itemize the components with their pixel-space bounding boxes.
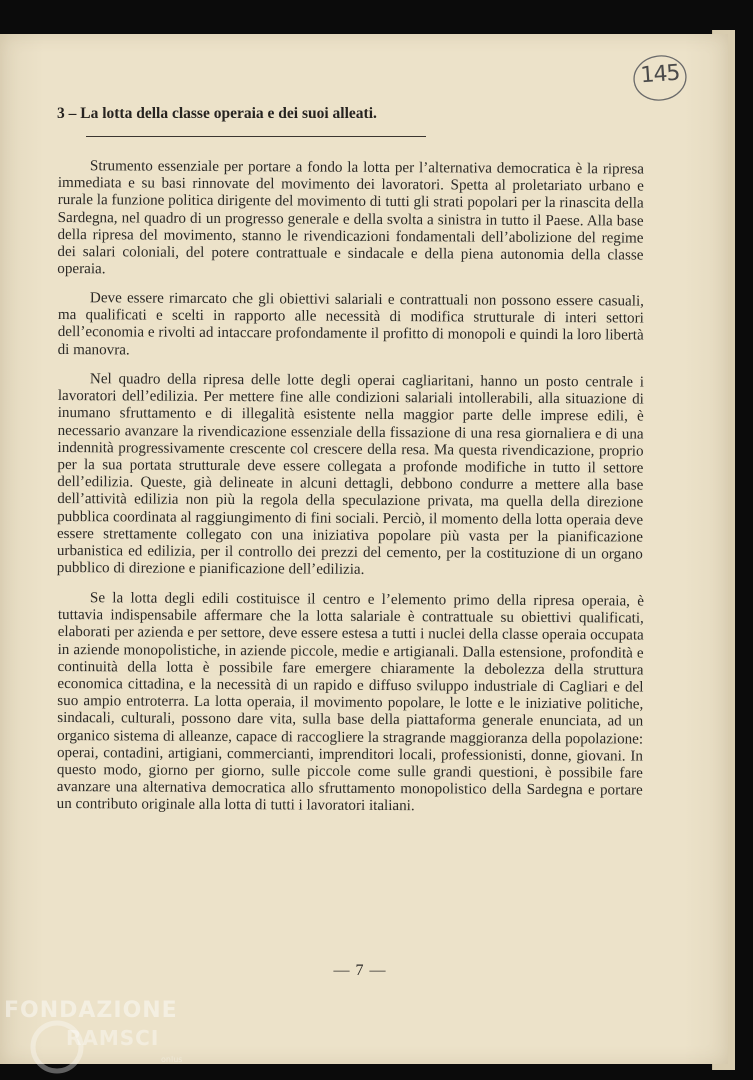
heading-underline <box>86 136 426 137</box>
folio-stamp <box>632 53 688 103</box>
folio-number: 145 <box>639 60 681 89</box>
watermark-line-1: FONDAZIONE <box>4 998 178 1023</box>
watermark-small: onlus <box>161 1055 183 1064</box>
paragraph-2: Deve essere rimarcato che gli obiettivi salariali e contrattuali non possono essere casuali, ma qualificati e scelti in rapporto alle necessità di modifica strutturale di interi settori dell’economia e rivolti ad intaccare profondamente il profitto di monopoli e quindi la loro libertà di manovra. <box>57 290 644 359</box>
page-number: — 7 — <box>333 962 387 979</box>
paragraph-3: Nel quadro della ripresa delle lotte degli operai cagliaritani, hanno un posto centrale i lavoratori dell’edilizia. Per mettere fine alle condizioni salariali intollerabili, alla situazione di inumano sfruttamento e di illegalità esistente nella maggior parte delle imprese edili, è necessario avanzare la rivendicazione essenziale della fissazione di una resa giornaliera e di una indennità progressivamente crescente col crescere della resa. Ma questa rivendicazione, proprio per la sua portata strutturale deve essere collegata a profonde modifiche in tutto il settore dell’edilizia. Queste, già delineate in alcuni dettagli, debbono condurre a mettere alla base dell’attività edilizia non più la regola della speculazione privata, ma quella della direzione pubblica coordinata al raggiungimento di fini sociali. Perciò, il momento della lotta operaia deve essere strettamente collegato con una iniziativa popolare più vasta per la pianificazione urbanistica ed edilizia, per il controllo dei prezzi del cemento, per la costituzione di un organo pubblico di direzione e pianificazione dell’edilizia. <box>56 371 644 579</box>
watermark-line-2: RAMSCI <box>66 1026 160 1050</box>
paragraph-1: Strumento essenziale per portare a fondo la lotta per l’alternativa democratica è la ripresa immediata e su basi rinnovate del movimento dei lavoratori. Spetta al proletariato urbano e rurale la funzione politica dirigente del movimento di tutti gli strati popolari per la rinascita della Sardegna, nel quadro di un progresso generale e della svolta a sinistra in tutto il Paese. Alla base della ripresa del movimento, stanno le rivendicazioni fondamentali dell’abolizione del regime dei salari coloniali, del potere contrattuale e sindacale e della piena autonomia della classe operaia. <box>57 158 644 278</box>
body-text <box>58 158 644 825</box>
watermark-logo <box>4 996 204 1076</box>
paragraph-4: Se la lotta degli edili costituisce il centro e l’elemento primo della ripresa operaia, è tuttavia indispensabile affermare che la lotta salariale è contrattuale su obiettivi qualificati, elaborati per azienda e per settore, deve essere estesa a tutti i nuclei della classe operaia occupata in aziende monopolistiche, in aziende piccole, medie e artigianali. Dalla estensione, profondità e continuità della lotta è possibile fare emergere chiaramente la debolezza della struttura economica cittadina, e la necessità di un rapido e diffuso sviluppo industriale di Cagliari e del suo ampio entroterra. La lotta operaia, il movimento popolare, le lotte e le iniziative politiche, sindacali, culturali, possono dare vita, sulla base della piattaforma generale enunciata, ad un organico sistema di alleanze, capace di raccogliere la stragrande maggioranza della popolazione: operai, contadini, artigiani, commercianti, imprenditori locali, professionisti, donne, giovani. In questo modo, giorno per giorno, sulle piccole come sulle grandi questioni, è possibile fare avanzare una alternativa democratica allo sfruttamento monopolistico della Sardegna e portare un contributo originale alla lotta di tutti i lavoratori italiani. <box>56 589 644 815</box>
section-heading: 3 – La lotta della classe operaia e dei suoi alleati. <box>57 105 377 122</box>
